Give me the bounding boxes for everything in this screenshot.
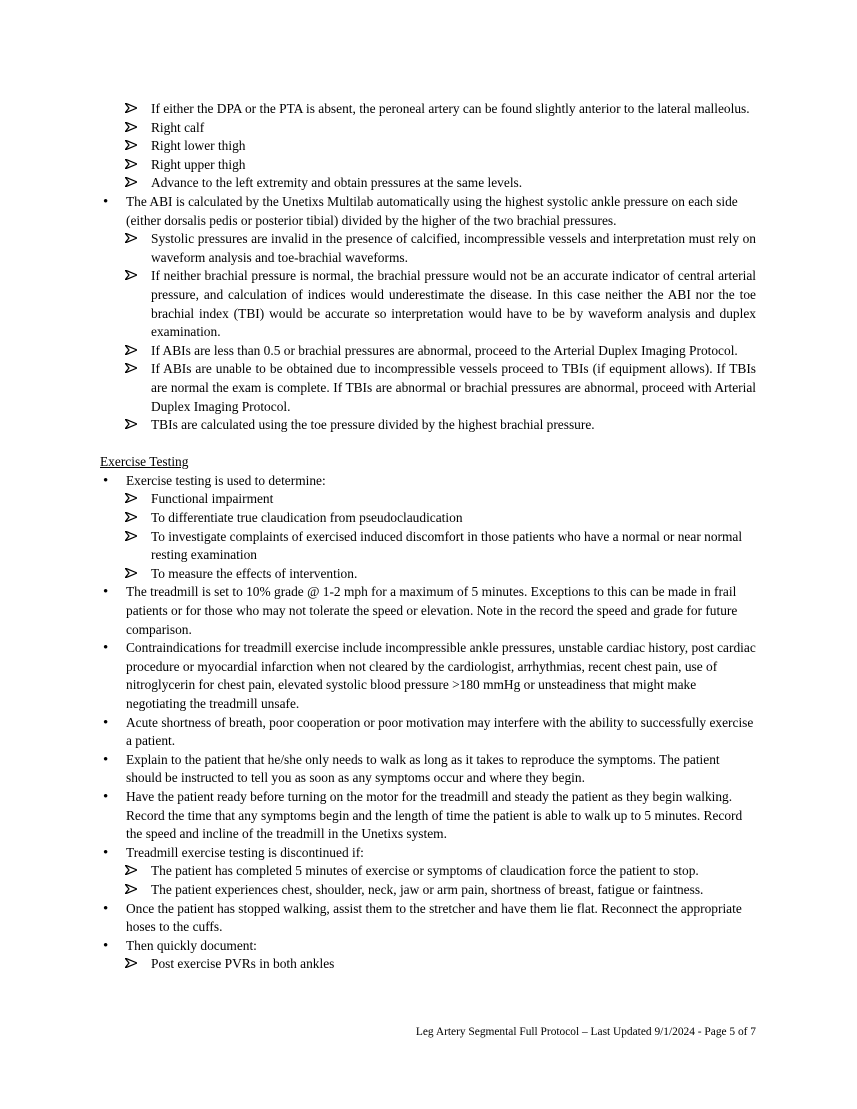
sub-bullet-item bbox=[100, 230, 756, 267]
bullet-item bbox=[100, 751, 756, 788]
arrowhead-bullet-icon bbox=[125, 137, 137, 156]
item-text: The treadmill is set to 10% grade @ 1-2 mph for a maximum of 5 minutes. Exceptions to this can be made in frail patients or for those who may not tolerate the speed or elevation. Note in the record the speed and grade for future comparison. bbox=[126, 584, 738, 637]
round-bullet-icon: • bbox=[103, 640, 109, 657]
round-bullet-icon: • bbox=[103, 584, 109, 601]
bullet-item bbox=[100, 937, 756, 956]
round-bullet-icon: • bbox=[103, 472, 109, 489]
item-text: If neither brachial pressure is normal, the brachial pressure would not be an accurate indicator of central arterial pressure, and calculation of indices would underestimate the disease. In this case neither the ABI nor the toe brachial index (TBI) would be accurate so interpretation would have to be by waveform analysis and duplex examination. bbox=[151, 268, 756, 340]
round-bullet-icon: • bbox=[103, 937, 109, 954]
bullet-item bbox=[100, 844, 756, 863]
item-text: Functional impairment bbox=[151, 491, 274, 507]
item-text: If ABIs are less than 0.5 or brachial pressures are abnormal, proceed to the Arterial Duplex Imaging Protocol. bbox=[151, 342, 738, 358]
item-text: Treadmill exercise testing is discontinued if: bbox=[126, 844, 364, 860]
spacer bbox=[100, 435, 756, 454]
bullet-item bbox=[100, 639, 756, 713]
arrowhead-bullet-icon bbox=[125, 360, 137, 379]
item-text: Advance to the left extremity and obtain pressures at the same levels. bbox=[151, 175, 523, 191]
round-bullet-icon: • bbox=[103, 900, 109, 917]
arrowhead-bullet-icon bbox=[125, 565, 137, 584]
item-text: The patient experiences chest, shoulder, neck, jaw or arm pain, shortness of breast, fatigue or faintness. bbox=[151, 881, 704, 897]
arrowhead-bullet-icon bbox=[125, 528, 137, 547]
sub-bullet-item bbox=[100, 100, 756, 119]
sub-bullet-item bbox=[100, 137, 756, 156]
sub-bullet-item bbox=[100, 565, 756, 584]
sub-bullet-item bbox=[100, 342, 756, 361]
item-text: Post exercise PVRs in both ankles bbox=[151, 956, 335, 972]
page-footer: Leg Artery Segmental Full Protocol – Last Updated 9/1/2024 - Page 5 of 7 bbox=[415, 1026, 756, 1038]
arrowhead-bullet-icon bbox=[125, 119, 137, 138]
arrowhead-bullet-icon bbox=[125, 416, 137, 435]
item-text: Right calf bbox=[151, 119, 205, 135]
item-text: Explain to the patient that he/she only needs to walk as long as it takes to reproduce the symptoms. The patient should be instructed to tell you as soon as any symptoms occur and where they begin. bbox=[126, 751, 720, 786]
sub-bullet-item bbox=[100, 881, 756, 900]
sub-bullet-item bbox=[100, 528, 756, 565]
item-text: Right lower thigh bbox=[151, 138, 246, 154]
item-text: TBIs are calculated using the toe pressure divided by the highest brachial pressure. bbox=[151, 417, 595, 433]
item-text: The ABI is calculated by the Unetixs Multilab automatically using the highest systolic ankle pressure on each side (either dorsalis pedis or posterior tibial) divided by the higher of the two brachial pressures. bbox=[126, 193, 738, 228]
item-text: Then quickly document: bbox=[126, 937, 257, 953]
round-bullet-icon: • bbox=[103, 714, 109, 731]
arrowhead-bullet-icon bbox=[125, 267, 137, 286]
item-text: Systolic pressures are invalid in the presence of calcified, incompressible vessels and interpretation must rely on waveform analysis and toe-brachial waveforms. bbox=[151, 231, 756, 265]
arrowhead-bullet-icon bbox=[125, 490, 137, 509]
item-text: To investigate complaints of exercised induced discomfort in those patients who have a normal or near normal resting examination bbox=[151, 528, 743, 563]
sub-bullet-item bbox=[100, 360, 756, 416]
bullet-item bbox=[100, 193, 756, 230]
sub-bullet-item bbox=[100, 862, 756, 881]
item-text: Contraindications for treadmill exercise include incompressible ankle pressures, unstable cardiac history, post cardiac procedure or myocardial infarction when not cleared by the cardiologist, arrhythmias, recent chest pain, use of nitroglycerin for chest pain, elevated systolic blood pressure >180 mmHg or unsteadiness that might make negotiating the treadmill unsafe. bbox=[126, 640, 756, 711]
arrowhead-bullet-icon bbox=[125, 509, 137, 528]
sub-bullet-item bbox=[100, 416, 756, 435]
item-text: Exercise testing is used to determine: bbox=[126, 472, 326, 488]
item-text: If either the DPA or the PTA is absent, the peroneal artery can be found slightly anterior to the lateral malleolus. bbox=[151, 101, 750, 116]
sub-bullet-item bbox=[100, 119, 756, 138]
arrowhead-bullet-icon bbox=[125, 230, 137, 249]
arrowhead-bullet-icon bbox=[125, 342, 137, 361]
item-text: Have the patient ready before turning on the motor for the treadmill and steady the patient as they begin walking. Record the time that any symptoms begin and the length of time the patient is able to walk up to 5 minutes. Record the speed and incline of the treadmill in the Unetixs system. bbox=[126, 788, 743, 842]
bullet-item bbox=[100, 472, 756, 491]
bullet-item bbox=[100, 714, 756, 751]
round-bullet-icon: • bbox=[103, 193, 109, 210]
sub-bullet-item bbox=[100, 490, 756, 509]
item-text: If ABIs are unable to be obtained due to incompressible vessels proceed to TBIs (if equipment allows). If TBIs are normal the exam is complete. If TBIs are abnormal or brachial pressures are abnormal, proceed with Arterial Duplex Imaging Protocol. bbox=[151, 361, 756, 414]
sub-bullet-item bbox=[100, 174, 756, 193]
item-text: Acute shortness of breath, poor cooperation or poor motivation may interfere with the ability to successfully exercise a patient. bbox=[126, 714, 754, 749]
item-text: Once the patient has stopped walking, assist them to the stretcher and have them lie flat. Reconnect the appropriate hoses to the cuffs. bbox=[126, 900, 742, 935]
bullet-item bbox=[100, 583, 756, 639]
round-bullet-icon: • bbox=[103, 751, 109, 768]
sub-bullet-item bbox=[100, 156, 756, 175]
item-text: Right upper thigh bbox=[151, 156, 246, 172]
round-bullet-icon: • bbox=[103, 788, 109, 805]
bullet-item bbox=[100, 900, 756, 937]
item-text: The patient has completed 5 minutes of exercise or symptoms of claudication force the patient to stop. bbox=[151, 863, 699, 879]
arrowhead-bullet-icon bbox=[125, 100, 137, 119]
sub-bullet-item bbox=[100, 509, 756, 528]
sub-bullet-item bbox=[100, 267, 756, 341]
arrowhead-bullet-icon bbox=[125, 862, 137, 881]
arrowhead-bullet-icon bbox=[125, 174, 137, 193]
arrowhead-bullet-icon bbox=[125, 156, 137, 175]
arrowhead-bullet-icon bbox=[125, 955, 137, 974]
arrowhead-bullet-icon bbox=[125, 881, 137, 900]
sub-bullet-item bbox=[100, 955, 756, 974]
item-text: To differentiate true claudication from pseudoclaudication bbox=[151, 510, 463, 526]
round-bullet-icon: • bbox=[103, 844, 109, 861]
item-text: To measure the effects of intervention. bbox=[151, 565, 358, 581]
bullet-item bbox=[100, 788, 756, 844]
page-body bbox=[100, 100, 756, 974]
section-heading: Exercise Testing bbox=[100, 454, 189, 470]
